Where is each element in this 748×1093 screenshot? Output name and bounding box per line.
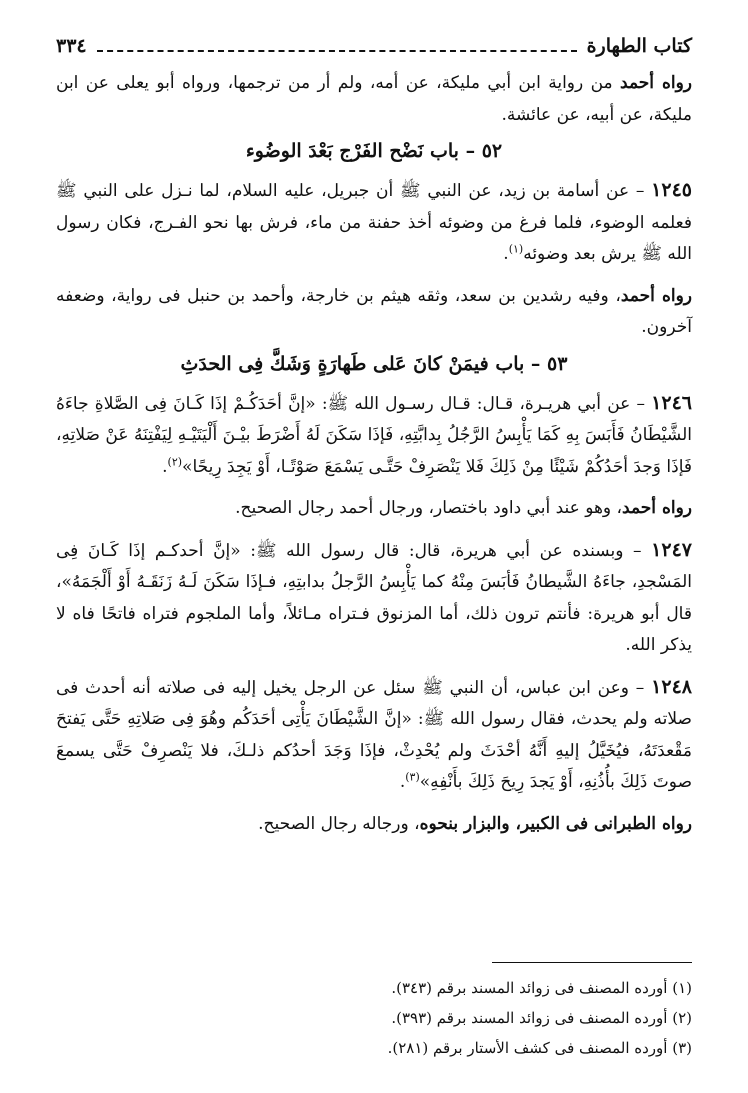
footnote-3: (٣) أورده المصنف فى كشف الأستار برقم (٢٨١). [387, 1039, 692, 1057]
footnote-ref: (٣) [405, 770, 420, 784]
narration-text: ، وفيه رشدين بن سعد، وثقه هيثم بن خارجة، وأحمد بن حنبل فى رواية، وضعفه آخرون. [56, 285, 692, 337]
footnote-rule [492, 962, 692, 963]
chapter-52-title: ٥٢ – باب نَضْح الفَرْج بَعْدَ الوضُوء [245, 140, 503, 162]
narration-lead: رواه أحمد [620, 73, 692, 93]
narration-lead: رواه أحمد [620, 285, 692, 306]
hadith-number: ١٢٤٧ [651, 538, 692, 561]
intro-paragraph [56, 68, 692, 131]
hadith-end: . [399, 772, 406, 792]
hadith-text: – عن أسامة بن زيد، عن النبي ﷺ أن جبريل، عليه السلام، لما نـزل على النبي ﷺ فعلمه الوضوء، فلما فرغ من وضوئه أخذ حفنة من ماء، فرش بها نحو الفـرج، فكان رسول الله ﷺ يرش بعد وضوئه [56, 181, 692, 264]
hadith-1246 [56, 388, 692, 484]
hadith-end: . [503, 244, 509, 264]
hadith-text: – وبسنده عن أبي هريرة، قال: قال رسول الله ﷺ: «إنَّ أحدكـم إذَا كَـانَ فِى المَسْجدِ، جاءَهُ الشَّيطانُ فَأبَسَ مِنْهُ كما يَأْبِسُ الرَّجلُ بدابتِهِ، فـإذَا سَكَنَ لَـهُ زَنَقَـهُ أَوْ أَلْجَمَهُ»، قال أبو هريرة: فأنتم ترون ذلك، أما المزنوق فـتراه مـائلاً، وأما الملجوم فتراه فاتحًا فاه لا يذكر الله. [56, 540, 692, 655]
commentary-1246 [56, 493, 692, 525]
narration-text: ، ورجاله رجال الصحيح. [258, 813, 420, 834]
hadith-text: – وعن ابن عباس، أن النبي ﷺ سئل عن الرجل يخيل إليه فى صلاته أنه أحدث فى صلاته ولم يحدث، فقال رسول الله ﷺ: «إنَّ الشَّيْطَانَ يَأْتِى أحَدَكُم وهُوَ فِى صَلاتِهِ حَتَّى يَفتحَ مَقْعدَتَهُ، فيُخَيَّلُ إليهِ أَنَّهُ أحْدَثَ ولم يُحْدِثْ، فإذَا وَجَدَ أحدُكم ذلـكَ، فلا يَنْصرِفْ حَتَّى يسمعَ صوتَ ذَلِكَ بأُذُنِهِ، أَوْ يَجدَ رِيحَ ذَلِكَ بأَنْفِهِ» [56, 677, 692, 792]
header-dashed-rule [97, 50, 577, 52]
commentary-1245 [56, 281, 692, 344]
narration-lead: رواه الطبرانى فى الكبير، والبزار بنحوه [419, 813, 692, 834]
hadith-end: . [162, 456, 168, 477]
hadith-text: – عن أبي هريـرة، قـال: قـال رسـول الله ﷺ: «إنَّ أحَدَكُـمْ إذَا كَـانَ فِى الصَّلاةِ جاءَهُ الشَّيْطَانُ فَأَبَسَ بِهِ كَمَا يَأْبِسُ الرَّجُلُ بِدابَّتِهِ، فَإذَا سَكَنَ لَهُ أَضْرَطَ بيْـنَ أَلْيَتَيْـهِ لِيَفْتِنَهُ عَنْ صَلاتِهِ، فَإذَا وَجدَ أحَدُكُمْ شَيْئًا مِنْ ذَلِكَ فَلا يَنْصَرِفْ حَتَّـى يَسْمَعَ صَوْتًـا، أَوْ يَجِدَ رِيحًا» [56, 393, 692, 477]
hadith-number: ١٢٤٦ [651, 391, 692, 414]
narration-text: من رواية ابن أبي مليكة، عن أمه، ولم أر من ترجمها، ورواه أبو يعلى عن ابن مليكة، عن أبيه، عن عائشة. [56, 73, 692, 125]
narration-lead: رواه أحمد [622, 498, 692, 518]
hadith-number: ١٢٤٨ [651, 675, 692, 698]
footnote-ref: (١) [508, 242, 524, 256]
page-header [56, 34, 692, 58]
hadith-1245 [56, 175, 692, 271]
page-number: ٣٣٤ [56, 35, 87, 57]
hadith-number: ١٢٤٥ [651, 179, 692, 201]
commentary-1248 [56, 809, 692, 841]
hadith-1247 [56, 535, 692, 662]
footnote-ref: (٢) [167, 454, 183, 468]
narration-text: ، وهو عند أبي داود باختصار، ورجال أحمد رجال الصحيح. [235, 498, 623, 518]
book-title: كتاب الطهارة [586, 35, 692, 57]
footnote-1: (١) أورده المصنف فى زوائد المسند برقم (٣٤٣). [391, 979, 692, 997]
footnotes [56, 962, 692, 1063]
chapter-53-title: ٥٣ – باب فيمَنْ كانَ عَلى طَهارَةٍ وَشَكَّ فِى الحدَثِ [180, 352, 568, 375]
hadith-1248 [56, 672, 692, 799]
footnote-2: (٢) أورده المصنف فى زوائد المسند برقم (٣٩٣). [391, 1009, 692, 1027]
